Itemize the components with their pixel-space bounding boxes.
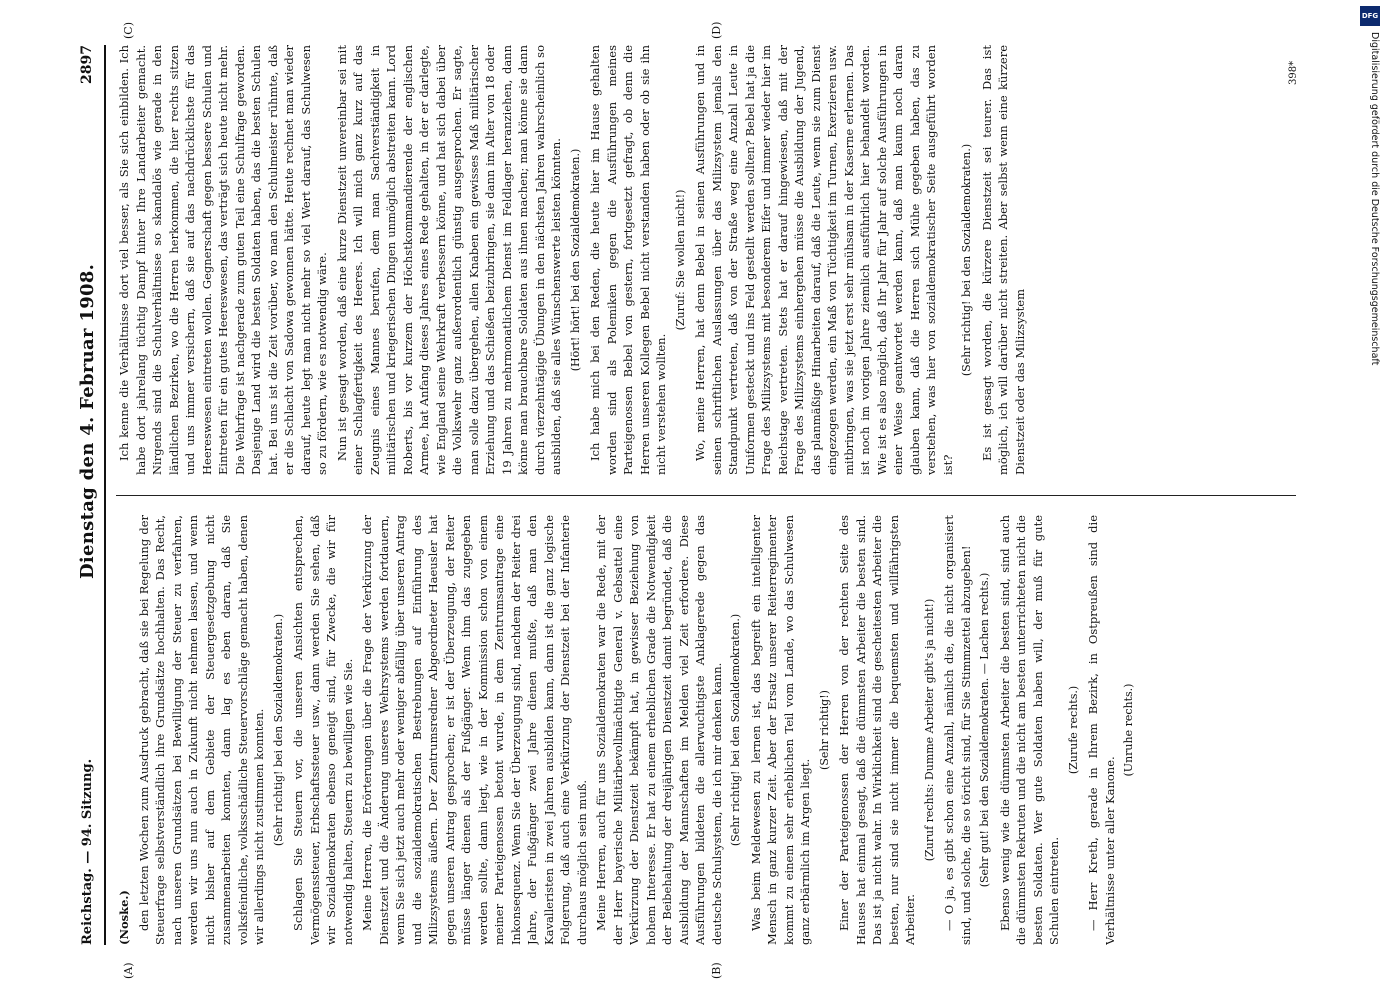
- page-header: [70, 45, 106, 945]
- digitization-sidebar: [1358, 0, 1383, 1000]
- funding-note: Digitalisierung gefördert durch die Deutsche Forschungsgemeinschaft: [1369, 32, 1380, 366]
- margin-mark-a: (A): [122, 962, 135, 979]
- right-column: [116, 45, 1296, 475]
- interjection: (Sehr richtig! bei den Sozialdemokraten.): [271, 613, 285, 847]
- header-date: Dienstag den 4. Februar 1908.: [76, 263, 98, 580]
- paragraph: Ich habe mich bei den Reden, die heute hier im Hause gehalten worden sind als Polemiken gegen die Ausführungen meines Parteigenossen Bebel von gestern, fortgesetzt gefragt, ob denn die Herren unseren Kollegen Bebel nicht verstanden haben oder ob sie ihn nicht verstehen wollten.: [588, 45, 668, 475]
- column-divider: [116, 495, 1296, 496]
- paragraph: den letzten Wochen zum Ausdruck gebracht, daß sie bei Regelung der Steuerfrage selbstverständlich ihre Grundsätze hochhalten. Das Recht, nach unseren Grundsätzen bei Bewilligung der Steuer zu verfahren, werden wir uns nun auch in Zukunft nicht nehmen lassen, und wenn nicht bisher auf dem Gebiete der Steuergesetzgebung nicht zusammenarbeiten konnten, dann lag es eben daran, daß Sie volksfeindliche, volksschädliche Steuervorschläge gemacht haben, denen wir allerdings nicht zustimmen konnten.: [136, 515, 266, 945]
- header-left: Reichstag. — 94. Sitzung.: [79, 758, 95, 945]
- paragraph: Einer der Parteigenossen der Herren von der rechten Seite des Hauses hat einmal gesagt, daß die dümmsten Arbeiter die besten sind. Das ist ja nicht wahr. In Wirklichkeit sind die gescheitesten Arbeiter die besten, nur sind sie nicht immer die bequemsten und willfährigsten Arbeiter.: [837, 515, 917, 945]
- speaker-label: (Noske.): [117, 890, 131, 945]
- paragraph: — O ja, es gibt schon eine Anzahl, nämlich die, die nicht organisiert sind, und solche, die so töricht sind, für Sie Stimmzettel abzugeben!: [942, 515, 973, 945]
- interjection: (Zuruf: Sie wollen nicht!): [673, 189, 687, 331]
- margin-mark-b: (B): [710, 962, 723, 979]
- signature-mark: 398*: [1288, 60, 1299, 85]
- paragraph: Meine Herren, auch für uns Sozialdemokraten war die Rede, mit der der Herr bayerische Militärbevollmächtigte General v. Gebsattel eine Verkürzung der Dienstzeit bekämpft hat, in gewisser Beziehung von hohem Interesse. Er hat zu einem erheblichen Grade die Notwendigkeit der Beibehaltung der dreijährigen Dienstzeit damit begründet, daß die Ausbildung der Mannschaften im Melden viel Zeit erfordere. Diese Ausführungen bildeten die allerwuchtigste Anklagerede gegen das deutsche Schulsystem, die ich mir denken kann.: [594, 515, 724, 945]
- interjection: (Zurufe rechts.): [1066, 685, 1080, 775]
- paragraph: Es ist gesagt worden, die kürzere Dienstzeit sei teurer. Das ist möglich, ich will darüber nicht streiten. Aber selbst wenn eine kürzere Dienstzeit oder das Milizsystem: [979, 45, 1027, 475]
- left-column: [116, 515, 1296, 945]
- margin-mark-c: (C): [122, 22, 135, 39]
- interjection: (Sehr gut! bei den Sozialdemokraten. — Lachen rechts.): [978, 572, 991, 888]
- paragraph: — Herr Kreth, gerade in Ihrem Bezirk, in Ostpreußen sind die Verhältnisse unter aller Kanone.: [1086, 515, 1117, 945]
- interjection: (Zuruf rechts: Dumme Arbeiter gibt's ja nicht!): [922, 598, 936, 862]
- interjection: (Unruhe rechts.): [1122, 683, 1135, 777]
- paragraph: Meine Herren, die Erörterungen über die Frage der Verkürzung der Dienstzeit und die Änderung unseres Wehrsystems werden fortdauern, wenn Sie sich jetzt auch mehr oder weniger abfällig über unseren Antrag und die sozialdemokratischen Bestrebungen auf Einführung des Milizsystems äußern. Der Zentrumsredner Abgeordneter Haeusler hat gegen unseren Antrag gesprochen; er ist der Überzeugung, der Reiter müsse länger dienen als der Fußgänger. Wenn ihm das zugegeben werden sollte, dann liegt, wie in der Kommission schon von einem meiner Parteigenossen betont wurde, in dem Zentrumsantrage eine Inkonsequenz. Wenn Sie der Überzeugung sind, nachdem der Reiter drei Jahre, der Fußgänger zwei Jahre dienen mußte, daß man den Kavalleristen in zwei Jahren ausbilden kann, dann ist die ganz logische Folgerung, daß auch eine Verkürzung der Dienstzeit bei der Infanterie durchaus möglich sein muß.: [360, 515, 589, 945]
- dfg-logo: DFG: [1360, 6, 1380, 26]
- interjection: (Sehr richtig! bei den Sozialdemokraten.): [960, 143, 973, 377]
- paragraph: Schlagen Sie Steuern vor, die unseren Ansichten entsprechen, Vermögenssteuer, Erbschaftssteuer usw., dann werden Sie sehen, daß wir Sozialdemokraten ebenso geneigt sind, für Zwecke, die wir für notwendig halten, Steuern zu bewilligen wie Sie.: [291, 515, 355, 945]
- interjection: (Sehr richtig!): [817, 690, 831, 770]
- header-page-number: 2897: [79, 45, 95, 84]
- paragraph: Ich kenne die Verhältnisse dort viel besser, als Sie sich einbilden. Ich habe dort jahrelang tüchtig Dampf hinter Ihre Landarbeiter gemacht. Nirgends sind die Schulverhältnisse so skandalös wie gerade in den ländlichen Bezirken, wo die Herren herkommen, die hier rechts sitzen und uns immer versichern, daß sie auf das nachdrücklichste für das Heereswesen eintreten wollen. Gegnerschaft gegen bessere Schulen und Eintreten für ein gutes Heereswesen, das verträgt sich heute nicht mehr. Die Wehrfrage ist nachgerade zum guten Teil eine Schulfrage geworden. Dasjenige Land wird die besten Soldaten haben, das die besten Schulen hat. Bei uns ist die Zeit vorüber, wo man den Schulmeister rühmte, daß er die Schlacht von Sadowa gewonnen hätte. Heute rechnet man wieder darauf, heute legt man nicht mehr so viel Wert darauf, das Schulwesen so zu fördern, wie es notwendig wäre.: [117, 45, 329, 475]
- paragraph: Ebenso wenig wie die dümmsten Arbeiter die besten sind, sind auch die dümmsten Rekruten und die nicht am besten unterrichteten nicht die besten Soldaten. Wer gute Soldaten haben will, der muß für gute Schulen eintreten.: [997, 515, 1061, 945]
- margin-mark-d: (D): [710, 21, 723, 39]
- paragraph: Nun ist gesagt worden, daß eine kurze Dienstzeit unvereinbar sei mit einer Schlagfertigkeit des Heeres. Ich will mich ganz kurz auf das Zeugnis eines Mannes berufen, dem man Sachverständigkeit in militärischen und kriegerischen Dingen unmöglich abstreiten kann. Lord Roberts, bis vor kurzem der Höchstkommandierende der englischen Armee, hat Anfang dieses Jahres eines Rede gehalten, in der er darlegte, wie England seine Wehrkraft verbessern könne, und hat sich dabei über die Volkswehr ganz außerordentlich günstig ausgesprochen. Er sagte, man solle dazu übergehen, allen Knaben ein gewisses Maß militärischer Erziehung und das Schießen beizubringen, sie dann im Alter von 18 oder 19 Jahren zu mehrmonatlichem Dienst im Feldlager heranziehen, dann könne man brauchbare Soldaten aus ihnen machen; man könne sie dann durch vierzehntägige Übungen in den nächsten Jahren wahrscheinlich so ausbilden, daß sie alles Wünschenswerte leisten könnten.: [334, 45, 563, 475]
- rotated-newspaper-page: [70, 21, 1310, 979]
- interjection: (Sehr richtig! bei den Sozialdemokraten.): [729, 613, 742, 847]
- interjection: (Hört! hört! bei den Sozialdemokraten.): [568, 148, 582, 372]
- paragraph: Wo, meine Herren, hat denn Bebel in seinen Ausführungen und in seinen schriftlichen Auslassungen über das Milizsystem jemals den Standpunkt vertreten, daß von der Straße weg eine Anzahl Leute in Uniformen gesteckt und ins Feld gestellt werden sollten? Bebel hat ja die Frage des Milizsystems mit besonderem Eifer und immer wieder hier im Reichstage vertreten. Stets hat er darauf hingewiesen, daß mit der Frage des Milizsystems einhergehen müsse die Ausbildung der Jugend, das planmäßige Hinarbeiten darauf, daß die Leute, wenn sie zum Dienst eingezogen werden, ein Maß von Tüchtigkeit im Turnen, Exerzieren usw. mitbringen, was sie jetzt erst sehr mühsam in der Kaserne erlernen. Das ist noch im vorigen Jahre ziemlich ausführlich hier behandelt worden. Wie ist es also möglich, daß Ihr Jahr für Jahr auf solche Ausführungen in einer Weise geantwortet werden kann, daß man kaum noch daran glauben kann, daß die Herren sich Mühe gegeben haben, das zu verstehen, was hier von sozialdemokratischer Seite ausgeführt worden ist?: [693, 45, 955, 475]
- paragraph: Was beim Meldewesen zu lernen ist, das begreift ein intelligenter Mensch in ganz kurzer Zeit. Aber der Ersatz unserer Reiterregimenter kommt zu einem sehr erheblichen Teil vom Lande, wo das Schulwesen ganz erbärmlich im Argen liegt.: [748, 515, 812, 945]
